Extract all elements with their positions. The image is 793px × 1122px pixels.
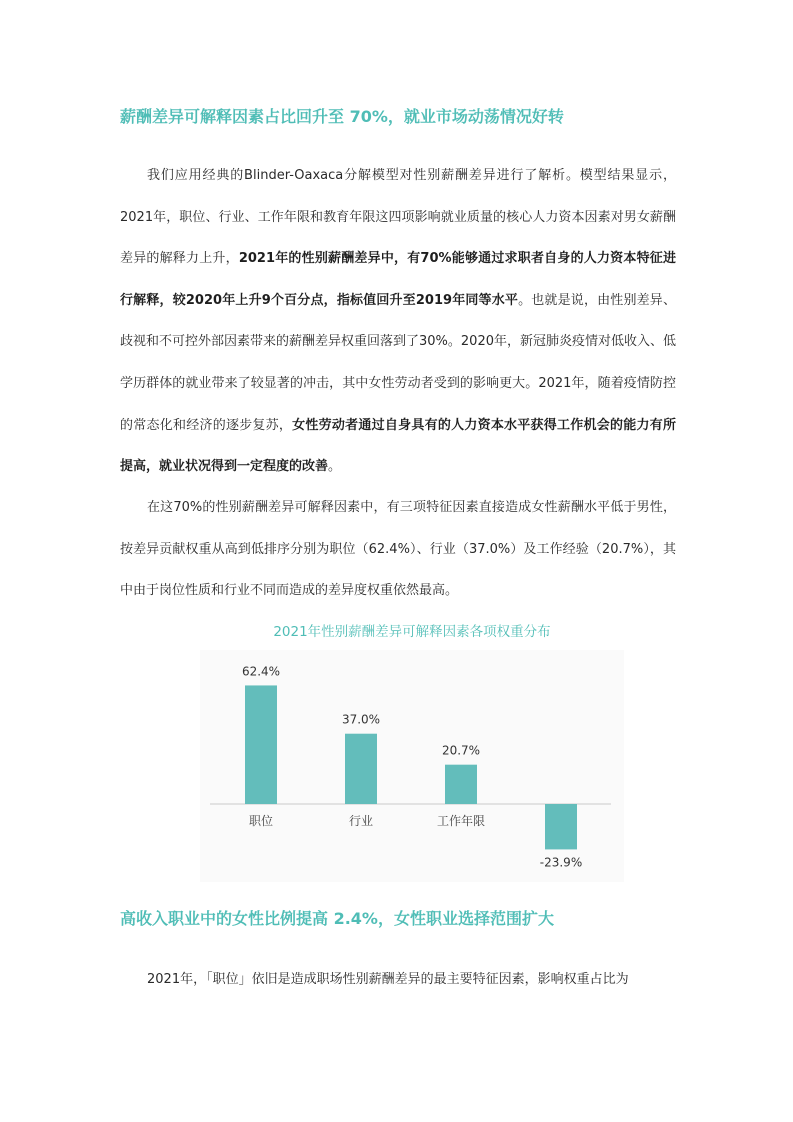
- bar-value-label-0: 62.4%: [241, 664, 281, 679]
- category-label-0: 职位: [248, 814, 274, 828]
- bar-value-label-2: 20.7%: [441, 743, 481, 758]
- paragraph-bold-text: 女性劳动者通过自身具有的人力资本水平获得工作机会的能力有所提高，就业状况得到一定程度的改善: [120, 417, 676, 475]
- bar-value-label-1: 37.0%: [341, 712, 381, 727]
- section-heading-explainable-factors: 薪酬差异可解释因素占比回升至 70%，就业市场动荡情况好转: [120, 107, 564, 126]
- bar-value-label-3: -23.9%: [539, 855, 583, 870]
- bar-1: [345, 734, 377, 804]
- section-heading-high-income-jobs: 高收入职业中的女性比例提高 2.4%，女性职业选择范围扩大: [120, 909, 554, 928]
- category-label-1: 行业: [348, 814, 374, 828]
- paragraph-text: 。: [328, 459, 342, 475]
- bar-2: [445, 765, 477, 804]
- paragraph-bold-text: 2021年的性别薪酬差异中，有70%能够通过求职者自身的人力资本特征进行解释，较2020年上升9个百分点，指标值回升至2019年同等水平: [120, 251, 676, 308]
- chart-title: 2021年性别薪酬差异可解释因素各项权重分布: [273, 624, 551, 640]
- paragraph-text: 我们应用经典的Blinder-Oaxaca分解模型对性别薪酬差异进行了解析。模型结果显示，2021年，职位、行业、工作年限和教育年限这四项影响就业质量的核心人力资本因素对男女薪酬差异的解释力上升，: [120, 168, 676, 267]
- paragraph-position-factor: 2021年，「职位」依旧是造成职场性别薪酬差异的最主要特征因素，影响权重占比为: [147, 972, 629, 987]
- paragraph-factor-ranking: 在这70%的性别薪酬差异可解释因素中，有三项特征因素直接造成女性薪酬水平低于男性，按差异贡献权重从高到低排序分别为职位（62.4%）、行业（37.0%）及工作经验（20.7%），其中由于岗位性质和行业不同而造成的差异度权重依然最高。: [120, 500, 676, 599]
- bar-3: [545, 804, 577, 849]
- bar-0: [245, 685, 277, 804]
- category-label-2: 工作年限: [436, 814, 486, 828]
- paragraph-text: 。也就是说，由性别差异、歧视和不可控外部因素带来的薪酬差异权重回落到了30%。2020年，新冠肺炎疫情对低收入、低学历群体的就业带来了较显著的冲击，其中女性劳动者受到的影响更大。2021年，随着疫情防控的常态化和经济的逐步复苏，: [120, 292, 676, 433]
